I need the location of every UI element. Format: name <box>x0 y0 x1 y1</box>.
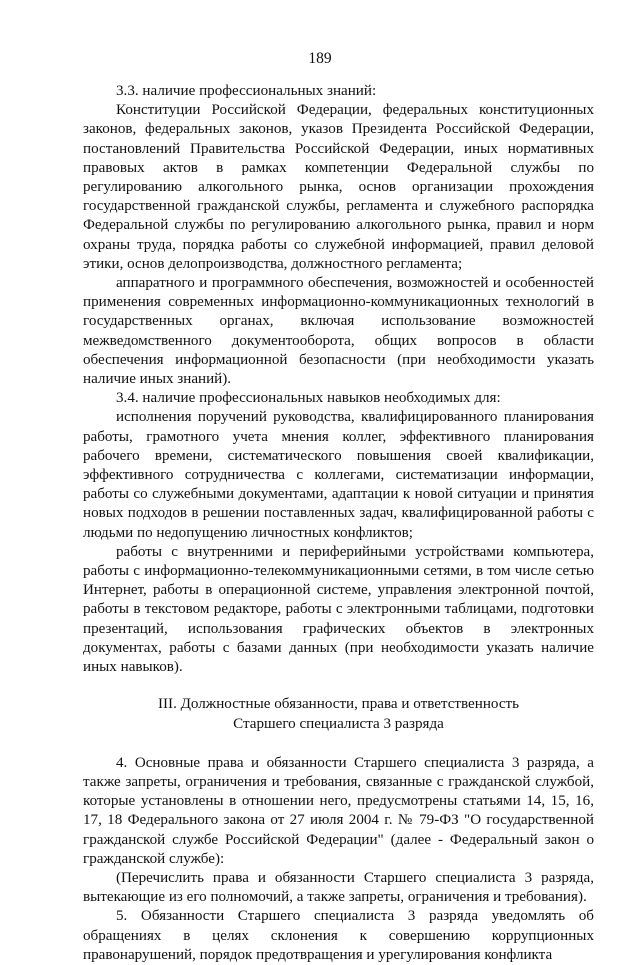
paragraph-legal-knowledge: Конституции Российской Федерации, федеральных конституционных законов, федеральных законов, указов Президента Российской Федерации, постановлений Правительства Российской Федерации, иных нормативных правовых актов в рамках компетенции Федеральной службы по регулированию алкогольного рынка, основ организации прохождения государственной гражданской службы, регламента и служебного распорядка Федеральной службы по регулированию алкогольного рынка, правил и норм охраны труда, порядка работы со служебной информацией, правил деловой этики, основ делопроизводства, должностного регламента; <box>83 102 594 272</box>
paragraph-computer-skills: работы с внутренними и периферийными устройствами компьютера, работы с информационно-телекоммуникационными сетями, в том числе сетью Интернет, работы в операционной системе, управления электронной почтой, работы в текстовом редакторе, работы с электронными таблицами, подготовки презентаций, использования графических объектов в электронных документах, работы с базами данных (при необходимости указать наличие иных навыков). <box>83 543 594 676</box>
section-heading-line-1: III. Должностные обязанности, права и ответственность <box>158 696 519 713</box>
paragraph-work-skills: исполнения поручений руководства, квалифицированного планирования работы, грамотного учета мнения коллег, эффективного планирования рабочего времени, систематического повышения своей квалификации, эффективного сотрудничества с коллегами, систематизации информации, работы со служебными документами, адаптации к новой ситуации и принятия новых подходов в решении поставленных задач, квалифицированной работы с людьми по недопущению личностных конфликтов; <box>83 409 594 541</box>
section-heading-line-2: Старшего специалиста 3 разряда <box>233 715 444 732</box>
paragraph-3-4-heading: 3.4. наличие профессиональных навыков необходимых для: <box>116 390 501 407</box>
paragraph-it-knowledge: аппаратного и программного обеспечения, возможностей и особенностей применения современных информационно-коммуникационных технологий в государственных органах, включая использование возможностей межведомственного документооборота, общих вопросов в области обеспечения информационной безопасности (при необходимости указать наличие иных знаний). <box>83 275 594 388</box>
section-spacer <box>83 734 594 754</box>
document-body <box>83 82 594 965</box>
paragraph-list-rights-note: (Перечислить права и обязанности Старшего специалиста 3 разряда, вытекающие из его полномочий, а также запреты, ограничения и требования). <box>83 869 594 906</box>
paragraph-4-rights-duties: 4. Основные права и обязанности Старшего специалиста 3 разряда, а также запреты, ограничения и требования, связанные с гражданской службой, которые установлены в отношении него, предусмотрены статьями 14, 15, 16, 17, 18 Федерального закона от 27 июля 2004 г. № 79-ФЗ "О государственной гражданской службе Российской Федерации" (далее - Федеральный закон о гражданской службе): <box>83 754 594 867</box>
paragraph-3-3-heading: 3.3. наличие профессиональных знаний: <box>116 83 377 99</box>
page-number: 189 <box>308 50 332 67</box>
paragraph-5-notification-duty: 5. Обязанности Старшего специалиста 3 разряда уведомлять об обращениях в целях склонения к совершению коррупционных правонарушений, порядок предотвращения и урегулирования конфликта <box>83 908 594 963</box>
